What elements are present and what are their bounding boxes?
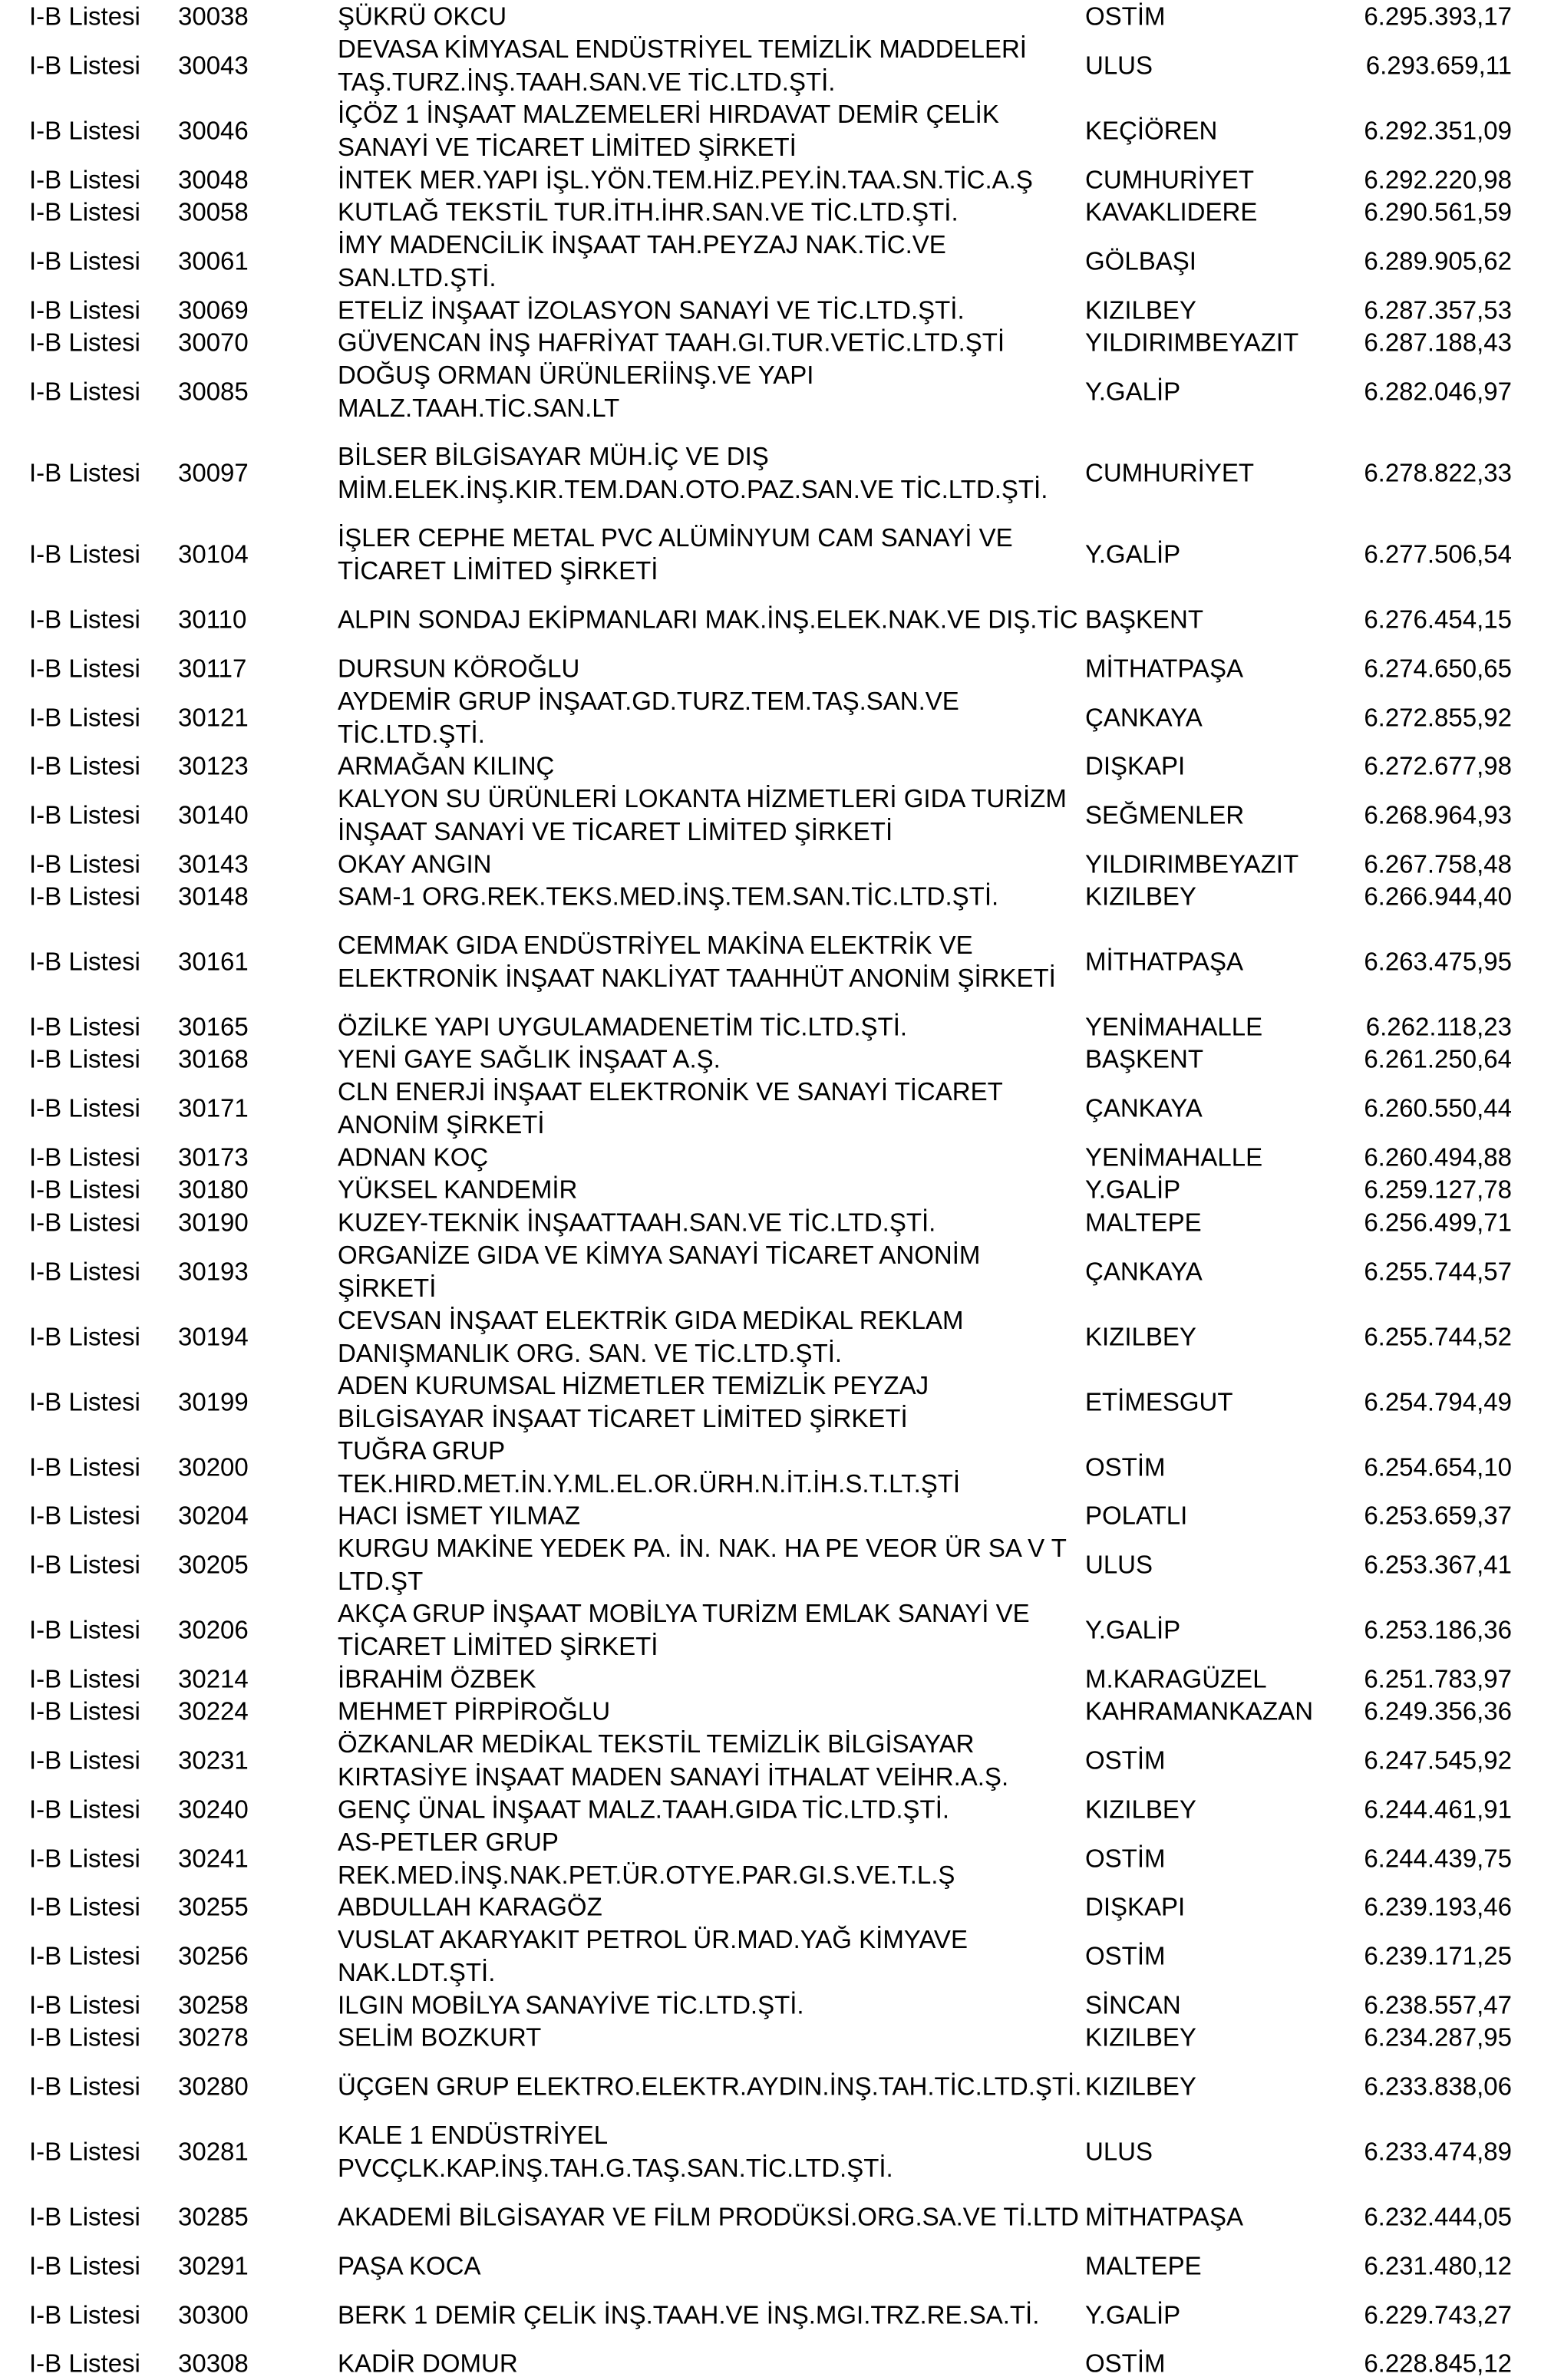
district-cell: KIZILBEY [1085,1322,1196,1350]
list-cell: I-B Listesi [29,1745,140,1775]
district-cell: Y.GALİP [1085,1615,1181,1644]
company-name-cell: DURSUN KÖROĞLU [338,654,580,683]
table-row [0,2282,1541,2347]
record-number-cell: 30140 [178,800,249,829]
record-number-cell: 30069 [178,295,249,325]
table-row [0,1043,1541,1076]
district-cell: CUMHURİYET [1085,165,1254,194]
table-row [0,1890,1541,1923]
district-cell: OSTİM [1085,2349,1166,2378]
company-name-cell: DOĞUŞ ORMAN ÜRÜNLERİİNŞ.VE YAPI MALZ.TAAH.TİC.SAN.LT [338,361,814,422]
amount-cell: 6.278.822,33 [1364,458,1512,487]
table-row [0,1434,1541,1499]
record-number-cell: 30148 [178,882,249,911]
record-number-cell: 30168 [178,1044,249,1073]
district-cell: KEÇİÖREN [1085,116,1218,145]
company-name-cell: GÜVENCAN İNŞ HAFRİYAT TAAH.GI.TUR.VETİC.LTD.ŞTİ [338,328,1005,357]
amount-cell: 6.232.444,05 [1364,2202,1512,2231]
table-row [0,1369,1541,1434]
list-cell: I-B Listesi [29,1452,140,1481]
list-cell: I-B Listesi [29,947,140,976]
record-number-cell: 30308 [178,2349,249,2378]
amount-cell: 6.266.944,40 [1364,882,1512,911]
district-cell: Y.GALİP [1085,539,1181,569]
list-cell: I-B Listesi [29,1322,140,1350]
list-cell: I-B Listesi [29,1142,140,1172]
amount-cell: 6.272.677,98 [1364,751,1512,780]
amount-cell: 6.254.654,10 [1364,1452,1512,1481]
list-cell: I-B Listesi [29,2137,140,2166]
district-cell: MİTHATPAŞA [1085,654,1243,683]
district-cell: BAŞKENT [1085,605,1204,634]
company-name-cell: KALE 1 ENDÜSTRİYEL PVCÇLK.KAP.İNŞ.TAH.G.TAŞ.SAN.TİC.LTD.ŞTİ. [338,2121,893,2182]
district-cell: ÇANKAYA [1085,703,1203,731]
list-cell: I-B Listesi [29,2,140,31]
record-number-cell: 30300 [178,2300,249,2329]
district-cell: M.KARAGÜZEL [1085,1664,1267,1693]
amount-cell: 6.287.188,43 [1364,328,1512,357]
company-name-cell: KALYON SU ÜRÜNLERİ LOKANTA HİZMETLERİ GIDA TURİZM İNŞAAT SANAYİ VE TİCARET LİMİTED ŞİRKETİ [338,784,1067,846]
record-number-cell: 30224 [178,1696,249,1726]
table-row [0,1728,1541,1793]
table-row [0,359,1541,424]
district-cell: YILDIRIMBEYAZIT [1085,328,1299,357]
list-cell: I-B Listesi [29,800,140,829]
list-cell: I-B Listesi [29,1844,140,1872]
record-number-cell: 30085 [178,377,249,406]
amount-cell: 6.260.494,88 [1364,1142,1512,1172]
amount-cell: 6.295.393,17 [1364,2,1512,31]
list-cell: I-B Listesi [29,165,140,194]
company-name-cell: PAŞA KOCA [338,2251,481,2280]
amount-cell: 6.228.845,12 [1364,2349,1512,2378]
amount-cell: 6.277.506,54 [1364,539,1512,569]
company-name-cell: İNTEK MER.YAPI İŞL.YÖN.TEM.HİZ.PEY.İN.TAA.SN.TİC.A.Ş [338,165,1033,194]
amount-cell: 6.239.193,46 [1364,1892,1512,1921]
record-number-cell: 30117 [178,654,247,683]
amount-cell: 6.244.461,91 [1364,1795,1512,1824]
amount-cell: 6.292.220,98 [1364,165,1512,194]
amount-cell: 6.255.744,52 [1364,1322,1512,1350]
record-number-cell: 30200 [178,1452,249,1481]
district-cell: OSTİM [1085,1844,1166,1872]
district-cell: MALTEPE [1085,1208,1202,1237]
table-row [0,522,1541,587]
company-name-cell: CEVSAN İNŞAAT ELEKTRİK GIDA MEDİKAL REKLAM DANIŞMANLIK ORG. SAN. VE TİC.LTD.ŞTİ. [338,1305,964,1367]
company-name-cell: OKAY ANGIN [338,849,492,878]
list-cell: I-B Listesi [29,2072,140,2101]
company-name-cell: ÖZKANLAR MEDİKAL TEKSTİL TEMİZLİK BİLGİSAYAR KIRTASİYE İNŞAAT MADEN SANAYİ İTHALAT VEİHR.A.Ş. [338,1729,1009,1791]
company-name-cell: AKADEMİ BİLGİSAYAR VE FİLM PRODÜKSİ.ORG.SA.VE Tİ.LTD [338,2202,1079,2231]
district-cell: YILDIRIMBEYAZIT [1085,849,1299,878]
table-row [0,1010,1541,1043]
district-cell: ULUS [1085,2137,1153,2166]
list-cell: I-B Listesi [29,2022,140,2052]
table-row [0,1597,1541,1663]
company-name-cell: BİLSER BİLGİSAYAR MÜH.İÇ VE DIŞ MİM.ELEK.İNŞ.KIR.TEM.DAN.OTO.PAZ.SAN.VE TİC.LTD.ŞTİ. [338,442,1048,503]
record-number-cell: 30046 [178,116,249,145]
district-cell: OSTİM [1085,1452,1166,1481]
amount-cell: 6.254.794,49 [1364,1387,1512,1416]
district-cell: MALTEPE [1085,2251,1202,2280]
company-name-cell: AYDEMİR GRUP İNŞAAT.GD.TURZ.TEM.TAŞ.SAN.VE TİC.LTD.ŞTİ. [338,686,959,748]
record-number-cell: 30231 [178,1745,249,1775]
district-cell: SEĞMENLER [1085,800,1245,829]
district-cell: Y.GALİP [1085,1175,1181,1204]
company-name-cell: İBRAHİM ÖZBEK [338,1664,536,1693]
record-number-cell: 30204 [178,1501,249,1530]
record-number-cell: 30194 [178,1322,249,1350]
list-cell: I-B Listesi [29,1044,140,1073]
record-number-cell: 30255 [178,1892,249,1921]
record-number-cell: 30240 [178,1795,249,1824]
district-cell: ULUS [1085,51,1153,80]
district-cell: KIZILBEY [1085,882,1196,911]
amount-cell: 6.290.561,59 [1364,197,1512,226]
table-row [0,587,1541,652]
record-number-cell: 30043 [178,51,249,80]
district-cell: SİNCAN [1085,1990,1181,2019]
table-row [0,163,1541,196]
company-name-cell: ÜÇGEN GRUP ELEKTRO.ELEKTR.AYDIN.İNŞ.TAH.TİC.LTD.ŞTİ. [338,2072,1082,2101]
amount-cell: 6.267.758,48 [1364,849,1512,878]
table-row [0,1923,1541,1989]
amount-cell: 6.229.743,27 [1364,2300,1512,2329]
list-cell: I-B Listesi [29,458,140,487]
record-number-cell: 30280 [178,2072,249,2101]
list-cell: I-B Listesi [29,2202,140,2231]
table-row [0,1825,1541,1890]
record-number-cell: 30070 [178,328,249,357]
list-cell: I-B Listesi [29,2251,140,2280]
record-number-cell: 30241 [178,1844,249,1872]
record-number-cell: 30061 [178,246,249,275]
district-cell: YENİMAHALLE [1085,1142,1263,1172]
record-number-cell: 30143 [178,849,249,878]
amount-cell: 6.276.454,15 [1364,605,1512,634]
record-number-cell: 30285 [178,2202,249,2231]
district-cell: MİTHATPAŞA [1085,947,1243,976]
district-cell: ULUS [1085,1550,1153,1579]
company-name-cell: AKÇA GRUP İNŞAAT MOBİLYA TURİZM EMLAK SANAYİ VE TİCARET LİMİTED ŞİRKETİ [338,1599,1030,1660]
record-number-cell: 30256 [178,1941,249,1970]
table-row [0,2347,1541,2380]
table-row [0,0,1541,33]
record-number-cell: 30180 [178,1175,249,1204]
district-cell: KIZILBEY [1085,2072,1196,2101]
amount-cell: 6.289.905,62 [1364,246,1512,275]
company-name-cell: SELİM BOZKURT [338,2022,542,2052]
list-cell: I-B Listesi [29,1257,140,1285]
company-name-cell: ABDULLAH KARAGÖZ [338,1892,602,1921]
table-row [0,913,1541,1010]
company-name-cell: ILGIN MOBİLYA SANAYİVE TİC.LTD.ŞTİ. [338,1990,804,2019]
record-number-cell: 30123 [178,751,249,780]
amount-cell: 6.274.650,65 [1364,654,1512,683]
table-row [0,684,1541,750]
table-row [0,2119,1541,2184]
company-name-cell: YENİ GAYE SAĞLIK İNŞAAT A.Ş. [338,1044,721,1073]
company-name-cell: ADEN KURUMSAL HİZMETLER TEMİZLİK PEYZAJ BİLGİSAYAR İNŞAAT TİCARET LİMİTED ŞİRKETİ [338,1370,929,1432]
amount-cell: 6.282.046,97 [1364,377,1512,406]
table-row [0,2054,1541,2119]
district-cell: KIZILBEY [1085,295,1196,325]
record-number-cell: 30121 [178,703,249,731]
company-name-cell: ŞÜKRÜ OKCU [338,2,507,31]
list-cell: I-B Listesi [29,1941,140,1970]
company-name-cell: İMY MADENCİLİK İNŞAAT TAH.PEYZAJ NAK.TİC.VE SAN.LTD.ŞTİ. [338,230,946,292]
company-name-cell: VUSLAT AKARYAKIT PETROL ÜR.MAD.YAĞ KİMYAVE NAK.LDT.ŞTİ. [338,1925,968,1986]
company-name-cell: İÇÖZ 1 İNŞAAT MALZEMELERİ HIRDAVAT DEMİR ÇELİK SANAYİ VE TİCARET LİMİTED ŞİRKETİ [338,100,999,161]
company-name-cell: HACI İSMET YILMAZ [338,1501,581,1530]
amount-cell: 6.260.550,44 [1364,1093,1512,1122]
company-name-cell: ETELİZ İNŞAAT İZOLASYON SANAYİ VE TİC.LTD.ŞTİ. [338,295,965,325]
record-number-cell: 30193 [178,1257,249,1285]
district-cell: OSTİM [1085,1745,1166,1775]
table-row [0,1173,1541,1206]
list-cell: I-B Listesi [29,1795,140,1824]
district-cell: KAHRAMANKAZAN [1085,1696,1314,1726]
amount-cell: 6.293.659,11 [1365,51,1512,80]
list-cell: I-B Listesi [29,1696,140,1726]
table-row [0,750,1541,783]
table-row [0,98,1541,163]
company-name-cell: ÖZİLKE YAPI UYGULAMADENETİM TİC.LTD.ŞTİ. [338,1012,908,1041]
company-name-cell: KADİR DOMUR [338,2349,518,2378]
record-number-cell: 30104 [178,539,249,569]
table-row [0,1989,1541,2022]
district-cell: GÖLBAŞI [1085,246,1196,275]
table-row [0,2021,1541,2054]
list-cell: I-B Listesi [29,1615,140,1644]
record-number-cell: 30258 [178,1990,249,2019]
company-name-cell: MEHMET PİRPİROĞLU [338,1696,611,1726]
company-name-cell: İŞLER CEPHE METAL PVC ALÜMİNYUM CAM SANAYİ VE TİCARET LİMİTED ŞİRKETİ [338,523,1013,585]
record-number-cell: 30206 [178,1615,249,1644]
list-cell: I-B Listesi [29,654,140,683]
company-name-cell: KURGU MAKİNE YEDEK PA. İN. NAK. HA PE VEOR ÜR SA V T LTD.ŞT [338,1534,1067,1595]
amount-cell: 6.231.480,12 [1364,2251,1512,2280]
list-cell: I-B Listesi [29,377,140,406]
list-cell: I-B Listesi [29,246,140,275]
amount-cell: 6.244.439,75 [1364,1844,1512,1872]
record-number-cell: 30171 [178,1093,249,1122]
list-cell: I-B Listesi [29,2349,140,2378]
district-cell: ÇANKAYA [1085,1093,1203,1122]
record-number-cell: 30281 [178,2137,249,2166]
company-name-cell: ARMAĞAN KILINÇ [338,751,555,780]
district-cell: CUMHURİYET [1085,458,1254,487]
list-cell: I-B Listesi [29,605,140,634]
list-cell: I-B Listesi [29,1012,140,1041]
record-number-cell: 30291 [178,2251,249,2280]
table-row [0,1206,1541,1239]
company-name-cell: YÜKSEL KANDEMİR [338,1175,578,1204]
list-cell: I-B Listesi [29,1664,140,1693]
table-row [0,33,1541,98]
list-cell: I-B Listesi [29,849,140,878]
list-cell: I-B Listesi [29,1501,140,1530]
record-number-cell: 30097 [178,458,249,487]
list-cell: I-B Listesi [29,1093,140,1122]
table-row [0,652,1541,685]
table-row [0,424,1541,522]
company-name-cell: CEMMAK GIDA ENDÜSTRİYEL MAKİNA ELEKTRİK VE ELEKTRONİK İNŞAAT NAKLİYAT TAAHHÜT ANONİM ŞİRKETİ [338,931,1056,992]
amount-cell: 6.251.783,97 [1364,1664,1512,1693]
list-cell: I-B Listesi [29,197,140,226]
amount-cell: 6.249.356,36 [1364,1696,1512,1726]
amount-cell: 6.287.357,53 [1364,295,1512,325]
district-cell: OSTİM [1085,1941,1166,1970]
record-number-cell: 30199 [178,1387,249,1416]
record-number-cell: 30190 [178,1208,249,1237]
district-cell: YENİMAHALLE [1085,1012,1263,1041]
table-row [0,229,1541,294]
list-cell: I-B Listesi [29,328,140,357]
amount-cell: 6.255.744,57 [1364,1257,1512,1285]
table-row [0,1238,1541,1304]
amount-cell: 6.247.545,92 [1364,1745,1512,1775]
table-row [0,1793,1541,1826]
list-cell: I-B Listesi [29,1387,140,1416]
amount-cell: 6.272.855,92 [1364,703,1512,731]
amount-cell: 6.292.351,09 [1364,116,1512,145]
district-cell: KIZILBEY [1085,1795,1196,1824]
company-name-cell: GENÇ ÜNAL İNŞAAT MALZ.TAAH.GIDA TİC.LTD.ŞTİ. [338,1795,950,1824]
amount-cell: 6.256.499,71 [1364,1208,1512,1237]
table-row [0,783,1541,848]
company-name-cell: AS-PETLER GRUP REK.MED.İNŞ.NAK.PET.ÜR.OTYE.PAR.GI.S.VE.T.L.Ş [338,1827,955,1889]
table-row [0,326,1541,359]
amount-cell: 6.253.367,41 [1364,1550,1512,1579]
company-name-cell: TUĞRA GRUP TEK.HIRD.MET.İN.Y.ML.EL.OR.ÜRH.N.İT.İH.S.T.LT.ŞTİ [338,1436,961,1498]
list-cell: I-B Listesi [29,882,140,911]
table-row [0,196,1541,229]
district-cell: Y.GALİP [1085,377,1181,406]
table-row [0,848,1541,881]
table-row [0,1695,1541,1728]
record-number-cell: 30278 [178,2022,249,2052]
district-cell: DIŞKAPI [1085,1892,1186,1921]
list-cell: I-B Listesi [29,51,140,80]
record-number-cell: 30161 [178,947,249,976]
company-name-cell: ALPIN SONDAJ EKİPMANLARI MAK.İNŞ.ELEK.NAK.VE DIŞ.TİC [338,605,1078,634]
company-name-cell: DEVASA KİMYASAL ENDÜSTRİYEL TEMİZLİK MADDELERİ TAŞ.TURZ.İNŞ.TAAH.SAN.VE TİC.LTD.ŞTİ. [338,35,1027,96]
record-number-cell: 30173 [178,1142,249,1172]
company-name-cell: ADNAN KOÇ [338,1142,489,1172]
list-cell: I-B Listesi [29,295,140,325]
district-cell: ETİMESGUT [1085,1387,1233,1416]
amount-cell: 6.233.838,06 [1364,2072,1512,2101]
list-cell: I-B Listesi [29,1892,140,1921]
record-number-cell: 30205 [178,1550,249,1579]
list-cell: I-B Listesi [29,1208,140,1237]
district-cell: OSTİM [1085,2,1166,31]
amount-cell: 6.259.127,78 [1364,1175,1512,1204]
list-cell: I-B Listesi [29,116,140,145]
record-number-cell: 30214 [178,1664,249,1693]
table-row [0,1304,1541,1369]
record-number-cell: 30165 [178,1012,249,1041]
amount-cell: 6.234.287,95 [1364,2022,1512,2052]
table-row [0,2250,1541,2283]
table-row [0,1663,1541,1696]
table-row [0,1532,1541,1597]
amount-cell: 6.253.659,37 [1364,1501,1512,1530]
company-name-cell: ORGANİZE GIDA VE KİMYA SANAYİ TİCARET ANONİM ŞİRKETİ [338,1240,981,1302]
district-cell: BAŞKENT [1085,1044,1204,1073]
company-name-cell: SAM-1 ORG.REK.TEKS.MED.İNŞ.TEM.SAN.TİC.LTD.ŞTİ. [338,882,999,911]
table-row [0,1076,1541,1141]
table-row [0,1499,1541,1532]
list-cell: I-B Listesi [29,1550,140,1579]
record-number-cell: 30048 [178,165,249,194]
district-cell: KIZILBEY [1085,2022,1196,2052]
list-cell: I-B Listesi [29,539,140,569]
amount-cell: 6.263.475,95 [1364,947,1512,976]
company-name-cell: BERK 1 DEMİR ÇELİK İNŞ.TAAH.VE İNŞ.MGI.TRZ.RE.SA.Tİ. [338,2300,1040,2329]
amount-cell: 6.239.171,25 [1364,1941,1512,1970]
record-number-cell: 30110 [178,605,247,634]
list-cell: I-B Listesi [29,1990,140,2019]
amount-cell: 6.262.118,23 [1365,1012,1512,1041]
district-cell: ÇANKAYA [1085,1257,1203,1285]
district-cell: KAVAKLIDERE [1085,197,1258,226]
district-cell: MİTHATPAŞA [1085,2202,1243,2231]
amount-cell: 6.238.557,47 [1364,1990,1512,2019]
list-cell: I-B Listesi [29,1175,140,1204]
amount-cell: 6.268.964,93 [1364,800,1512,829]
district-cell: Y.GALİP [1085,2300,1181,2329]
district-cell: POLATLI [1085,1501,1188,1530]
company-name-cell: KUZEY-TEKNİK İNŞAATTAAH.SAN.VE TİC.LTD.ŞTİ. [338,1208,936,1237]
district-cell: DIŞKAPI [1085,751,1186,780]
table-row [0,1141,1541,1174]
amount-cell: 6.261.250,64 [1364,1044,1512,1073]
table-row [0,2184,1541,2250]
record-number-cell: 30058 [178,197,249,226]
list-cell: I-B Listesi [29,2300,140,2329]
amount-cell: 6.253.186,36 [1364,1615,1512,1644]
list-cell: I-B Listesi [29,703,140,731]
table-row [0,880,1541,913]
amount-cell: 6.233.474,89 [1364,2137,1512,2166]
list-cell: I-B Listesi [29,751,140,780]
company-name-cell: CLN ENERJİ İNŞAAT ELEKTRONİK VE SANAYİ TİCARET ANONİM ŞİRKETİ [338,1077,1003,1139]
table-row [0,294,1541,327]
record-number-cell: 30038 [178,2,249,31]
company-name-cell: KUTLAĞ TEKSTİL TUR.İTH.İHR.SAN.VE TİC.LTD.ŞTİ. [338,197,959,226]
